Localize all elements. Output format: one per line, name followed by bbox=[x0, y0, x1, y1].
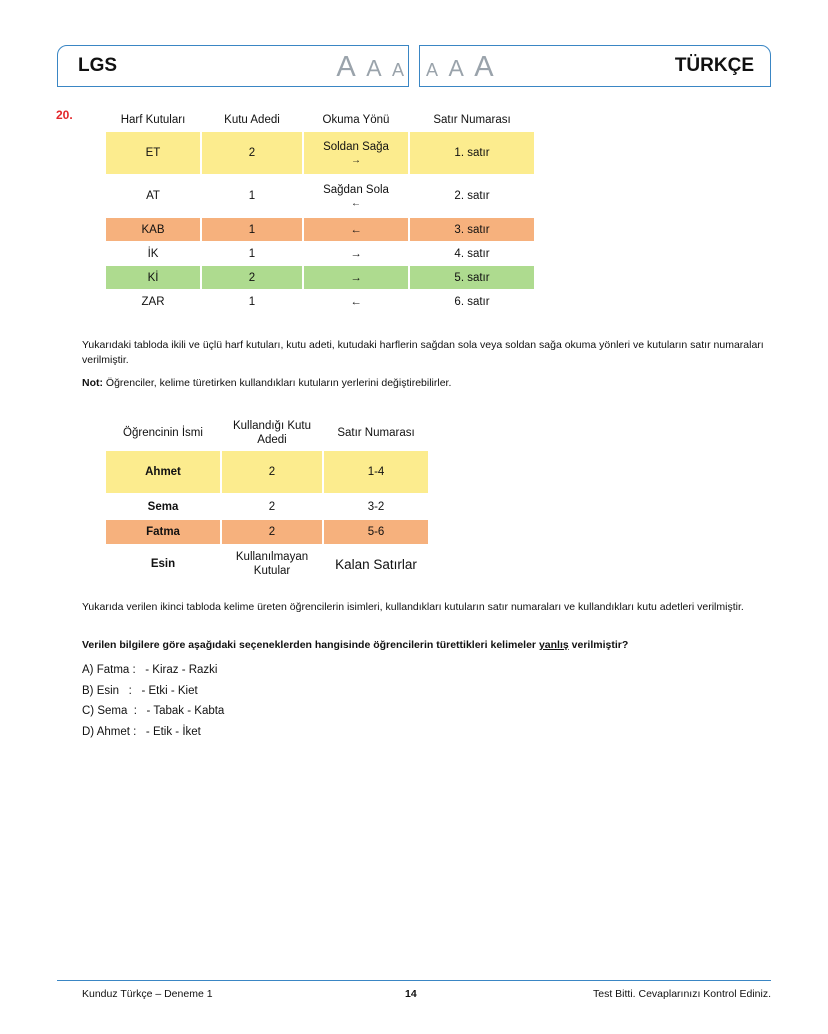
table-header-row bbox=[106, 414, 428, 451]
box-cell: KAB bbox=[141, 223, 165, 236]
row-number-cell: 2. satır bbox=[454, 190, 490, 202]
footer-right-text: Test Bitti. Cevaplarınızı Kontrol Ediniz. bbox=[593, 988, 771, 1000]
question-number: 20. bbox=[56, 108, 73, 122]
direction-cell bbox=[304, 132, 408, 174]
student-table bbox=[104, 414, 430, 584]
row-number-cell: 5-6 bbox=[367, 526, 385, 538]
arrow-right-icon: → bbox=[351, 154, 361, 166]
row-number-cell: 4. satır bbox=[454, 247, 490, 260]
answer-options bbox=[82, 660, 224, 742]
table-row bbox=[106, 451, 428, 493]
option-letter: B) bbox=[82, 684, 94, 697]
font-size-decrease-control[interactable] bbox=[336, 51, 404, 84]
arrow-right-icon: → bbox=[350, 247, 362, 260]
table-row bbox=[106, 218, 534, 241]
table-row bbox=[106, 544, 428, 584]
direction-cell bbox=[304, 174, 408, 218]
prompt-underlined: yanlış bbox=[538, 639, 569, 651]
font-medium-glyph: A bbox=[448, 55, 464, 81]
page-number: 14 bbox=[405, 988, 417, 1000]
arrow-left-icon: ← bbox=[350, 296, 362, 308]
arrow-right-icon: → bbox=[350, 271, 362, 284]
count-cell: 1 bbox=[248, 223, 256, 236]
note bbox=[82, 376, 774, 391]
box-cell: Kİ bbox=[147, 271, 159, 284]
font-small-glyph: A bbox=[391, 60, 404, 80]
box-cell: ET bbox=[145, 147, 161, 159]
option-text: Fatma : - Kiraz - Razki bbox=[96, 664, 218, 676]
footer-divider bbox=[57, 980, 771, 981]
question-prompt bbox=[82, 638, 774, 653]
font-medium-glyph: A bbox=[366, 55, 382, 81]
count-cell: 1 bbox=[248, 190, 256, 202]
header-cell: Kullandığı Kutu Adedi bbox=[232, 419, 311, 446]
table-header-row bbox=[106, 110, 534, 130]
header-right-box bbox=[419, 45, 771, 87]
option-c[interactable] bbox=[82, 701, 224, 722]
row-number-cell: 1. satır bbox=[454, 147, 490, 159]
row-number-cell: 5. satır bbox=[454, 271, 490, 284]
table-row bbox=[106, 520, 428, 544]
header-cell: Kutu Adedi bbox=[224, 114, 280, 126]
count-cell: 2 bbox=[248, 271, 256, 284]
student-name: Esin bbox=[150, 558, 176, 570]
student-name: Sema bbox=[147, 500, 179, 513]
option-text: Sema : - Tabak - Kabta bbox=[97, 705, 225, 717]
count-cell: 2 bbox=[268, 500, 276, 513]
option-letter: D) bbox=[82, 725, 95, 738]
direction-text: Soldan Sağa bbox=[323, 140, 389, 153]
description-paragraph: Yukarıda verilen ikinci tabloda kelime üreten öğrencilerin isimleri, kullandıkları kutuların satır numaraları ve kullandıkları kutu adetleri verilmiştir. bbox=[82, 601, 744, 613]
count-cell: 1 bbox=[248, 296, 256, 308]
header-left-box bbox=[57, 45, 409, 87]
box-cell: AT bbox=[146, 190, 160, 202]
table-row bbox=[106, 174, 534, 218]
header-cell: Okuma Yönü bbox=[322, 114, 390, 126]
student-name: Ahmet bbox=[145, 466, 181, 478]
description-paragraph: Yukarıdaki tabloda ikili ve üçlü harf kutuları, kutu adeti, kutudaki harflerin sağdan sola veya soldan sağa okuma yönleri ve kutuların satır numaraları verilmiştir. bbox=[82, 339, 764, 366]
option-letter: C) bbox=[82, 705, 95, 717]
row-number-cell: 6. satır bbox=[454, 296, 490, 308]
option-d[interactable] bbox=[82, 722, 224, 743]
option-text: Ahmet : - Etik - İket bbox=[96, 725, 201, 738]
subject-title: TÜRKÇE bbox=[674, 55, 754, 76]
count-cell: 1 bbox=[248, 247, 256, 260]
option-letter: A) bbox=[82, 664, 94, 676]
table-row bbox=[106, 266, 534, 289]
row-number-cell: 3-2 bbox=[367, 500, 385, 513]
row-number-cell: Kalan Satırlar bbox=[335, 556, 417, 572]
prompt-text-end: verilmiştir? bbox=[568, 639, 629, 651]
student-name: Fatma bbox=[146, 526, 180, 538]
header-cell: Satır Numarası bbox=[337, 426, 415, 439]
box-cell: İK bbox=[147, 247, 159, 260]
header-cell: Öğrencinin İsmi bbox=[123, 426, 203, 439]
count-cell: 2 bbox=[248, 147, 256, 159]
table-row bbox=[106, 493, 428, 520]
note-label: Not: bbox=[82, 377, 103, 389]
count-cell: 2 bbox=[268, 526, 276, 538]
footer-left-text: Kunduz Türkçe – Deneme 1 bbox=[82, 988, 213, 1000]
row-number-cell: 3. satır bbox=[454, 223, 490, 236]
note-text: Öğrenciler, kelime türetirken kullandıkları kutuların yerlerini değiştirebilirler. bbox=[103, 377, 452, 389]
header-cell: Harf Kutuları bbox=[120, 114, 186, 126]
row-number-cell: 1-4 bbox=[367, 466, 385, 478]
count-cell: 2 bbox=[268, 466, 276, 478]
direction-text: Sağdan Sola bbox=[323, 183, 389, 196]
prompt-text: Verilen bilgilere göre aşağıdaki seçeneklerden hangisinde öğrencilerin türettikleri kelimeler bbox=[82, 639, 539, 651]
table-row bbox=[106, 241, 534, 266]
box-cell: ZAR bbox=[141, 296, 165, 308]
table-row bbox=[106, 132, 534, 174]
count-cell: Kullanılmayan Kutular bbox=[235, 551, 309, 577]
font-small-glyph: A bbox=[426, 60, 439, 80]
option-text: Esin : - Etki - Kiet bbox=[96, 684, 198, 697]
font-large-glyph: A bbox=[336, 51, 356, 83]
table-row bbox=[106, 289, 534, 315]
option-a[interactable] bbox=[82, 660, 224, 681]
letter-box-table bbox=[104, 110, 536, 315]
font-large-glyph: A bbox=[474, 51, 494, 83]
option-b[interactable] bbox=[82, 681, 224, 702]
arrow-left-icon: ← bbox=[351, 197, 361, 209]
font-size-increase-control[interactable] bbox=[426, 51, 494, 84]
arrow-left-icon: ← bbox=[350, 223, 362, 236]
exam-title: LGS bbox=[78, 55, 118, 76]
header-cell: Satır Numarası bbox=[433, 114, 511, 126]
